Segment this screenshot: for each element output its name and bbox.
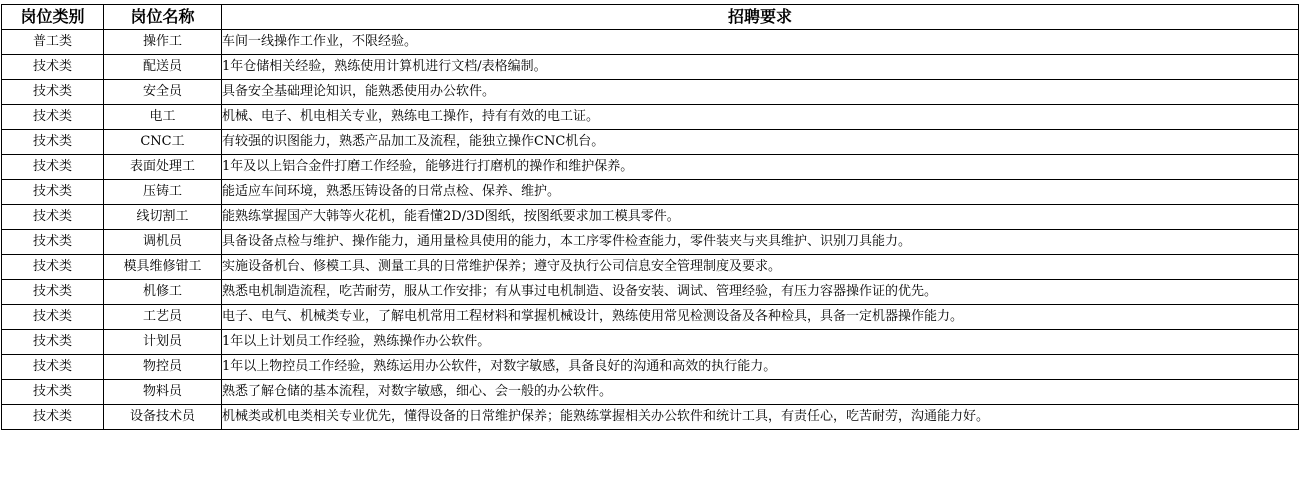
cell-requirements: 能适应车间环境，熟悉压铸设备的日常点检、保养、维护。 [222, 180, 1299, 205]
table-row [2, 30, 1299, 55]
cell-requirements: 能熟练掌握国产大韩等火花机，能看懂2D/3D图纸，按图纸要求加工模具零件。 [222, 205, 1299, 230]
cell-position: 电工 [104, 105, 222, 130]
cell-requirements: 1年以上计划员工作经验，熟练操作办公软件。 [222, 330, 1299, 355]
cell-requirements: 具备设备点检与维护、操作能力，通用量检具使用的能力，本工序零件检查能力，零件装夹与夹具维护、识别刀具能力。 [222, 230, 1299, 255]
cell-position: 计划员 [104, 330, 222, 355]
cell-position: 配送员 [104, 55, 222, 80]
cell-position: 压铸工 [104, 180, 222, 205]
table-header-row [2, 5, 1299, 30]
cell-requirements: 机械、电子、机电相关专业，熟练电工操作，持有有效的电工证。 [222, 105, 1299, 130]
cell-position: 调机员 [104, 230, 222, 255]
cell-position: 安全员 [104, 80, 222, 105]
cell-category: 技术类 [2, 155, 104, 180]
cell-position: 工艺员 [104, 305, 222, 330]
cell-position: CNC工 [104, 130, 222, 155]
cell-position: 物料员 [104, 380, 222, 405]
cell-requirements: 1年及以上铝合金件打磨工作经验，能够进行打磨机的操作和维护保养。 [222, 155, 1299, 180]
cell-category: 普工类 [2, 30, 104, 55]
cell-category: 技术类 [2, 180, 104, 205]
cell-category: 技术类 [2, 305, 104, 330]
table-row [2, 355, 1299, 380]
table-row [2, 255, 1299, 280]
cell-category: 技术类 [2, 80, 104, 105]
table-row [2, 180, 1299, 205]
table-row [2, 55, 1299, 80]
table-row [2, 130, 1299, 155]
cell-category: 技术类 [2, 405, 104, 430]
header-requirements: 招聘要求 [222, 5, 1299, 30]
cell-requirements: 有较强的识图能力，熟悉产品加工及流程，能独立操作CNC机台。 [222, 130, 1299, 155]
cell-category: 技术类 [2, 355, 104, 380]
cell-category: 技术类 [2, 205, 104, 230]
table-row [2, 305, 1299, 330]
cell-position: 表面处理工 [104, 155, 222, 180]
recruitment-table [1, 4, 1299, 430]
cell-requirements: 车间一线操作工作业，不限经验。 [222, 30, 1299, 55]
cell-requirements: 1年以上物控员工作经验，熟练运用办公软件，对数字敏感，具备良好的沟通和高效的执行能力。 [222, 355, 1299, 380]
cell-position: 线切割工 [104, 205, 222, 230]
header-category: 岗位类别 [2, 5, 104, 30]
cell-position: 物控员 [104, 355, 222, 380]
table-row [2, 105, 1299, 130]
table-row [2, 230, 1299, 255]
cell-category: 技术类 [2, 105, 104, 130]
table-row [2, 205, 1299, 230]
cell-category: 技术类 [2, 380, 104, 405]
cell-category: 技术类 [2, 280, 104, 305]
cell-category: 技术类 [2, 130, 104, 155]
table-row [2, 405, 1299, 430]
table-row [2, 155, 1299, 180]
cell-position: 设备技术员 [104, 405, 222, 430]
cell-requirements: 机械类或机电类相关专业优先，懂得设备的日常维护保养；能熟练掌握相关办公软件和统计工具，有责任心，吃苦耐劳，沟通能力好。 [222, 405, 1299, 430]
cell-requirements: 电子、电气、机械类专业，了解电机常用工程材料和掌握机械设计，熟练使用常见检测设备及各种检具，具备一定机器操作能力。 [222, 305, 1299, 330]
cell-requirements: 熟悉电机制造流程，吃苦耐劳，服从工作安排；有从事过电机制造、设备安装、调试、管理经验，有压力容器操作证的优先。 [222, 280, 1299, 305]
cell-category: 技术类 [2, 330, 104, 355]
cell-requirements: 实施设备机台、修模工具、测量工具的日常维护保养；遵守及执行公司信息安全管理制度及要求。 [222, 255, 1299, 280]
cell-position: 操作工 [104, 30, 222, 55]
cell-category: 技术类 [2, 230, 104, 255]
cell-category: 技术类 [2, 255, 104, 280]
cell-position: 模具维修钳工 [104, 255, 222, 280]
cell-category: 技术类 [2, 55, 104, 80]
header-position: 岗位名称 [104, 5, 222, 30]
table-row [2, 380, 1299, 405]
cell-requirements: 熟悉了解仓储的基本流程，对数字敏感，细心、会一般的办公软件。 [222, 380, 1299, 405]
table-row [2, 280, 1299, 305]
table-row [2, 330, 1299, 355]
cell-requirements: 1年仓储相关经验，熟练使用计算机进行文档/表格编制。 [222, 55, 1299, 80]
cell-position: 机修工 [104, 280, 222, 305]
cell-requirements: 具备安全基础理论知识，能熟悉使用办公软件。 [222, 80, 1299, 105]
table-row [2, 80, 1299, 105]
